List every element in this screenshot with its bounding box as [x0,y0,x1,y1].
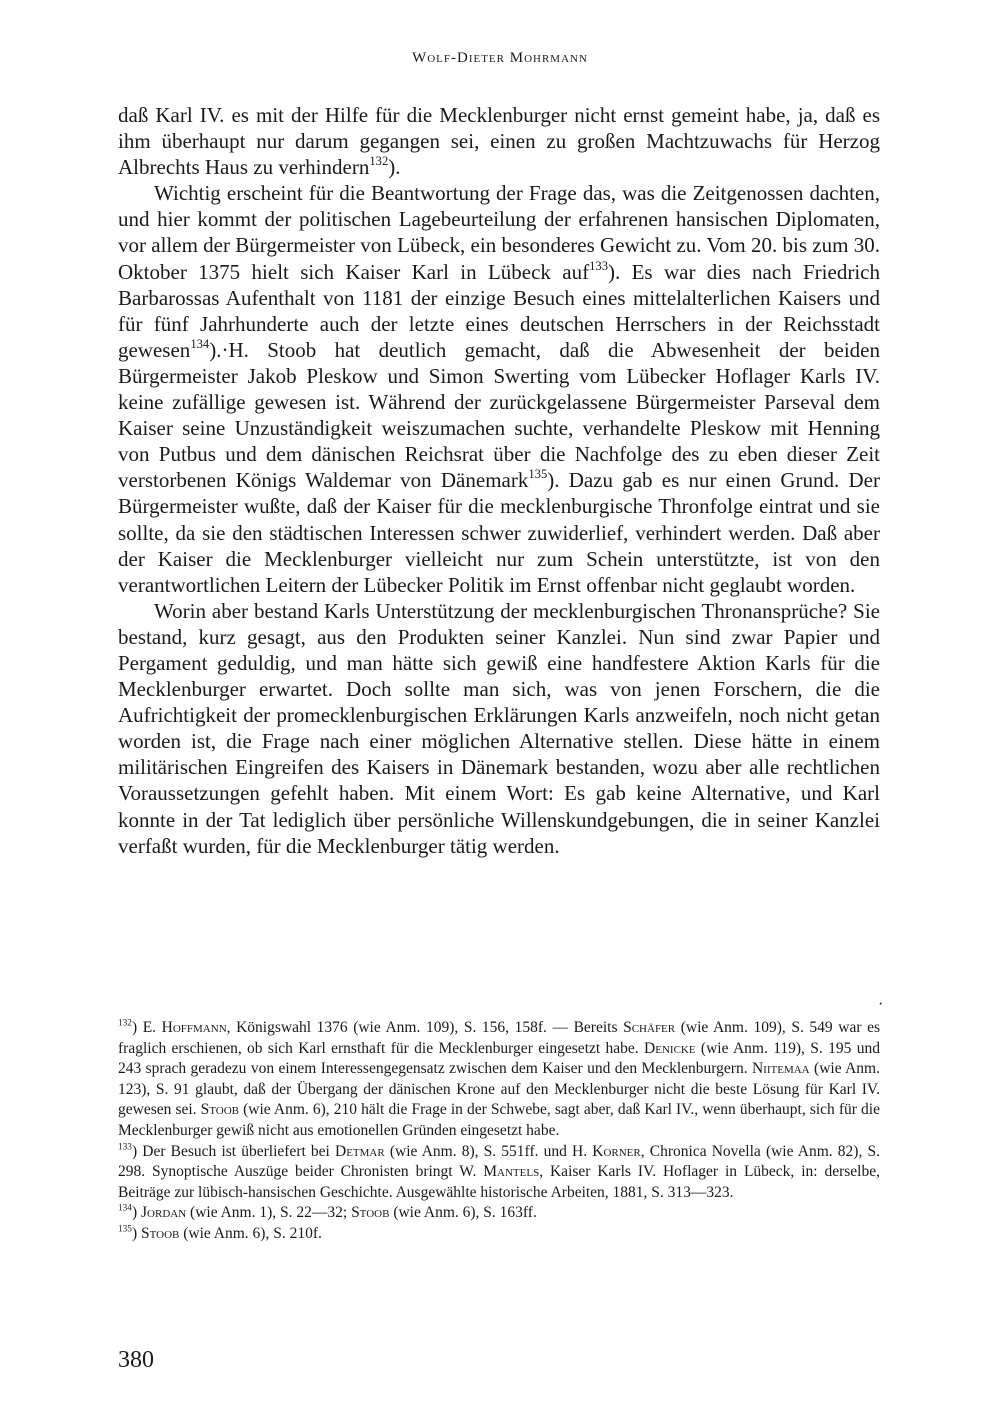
footnote-paren: ) [131,1204,138,1222]
footnote-number: 135 [118,1224,132,1235]
footnote-text: , Kaiser Karls IV. Hoflager in Lübeck, in: derselbe, Beiträge zur lübisch-hansischen Geschichte. Ausgewählte historische Arbeiten, 1881, S. 313—323. [118,1163,880,1201]
paragraph-1 [118,102,880,180]
footnote-134 [118,1203,880,1224]
footnote-text: (wie Anm. 123), S. 91 glaubt, daß der Übergang der dänischen Krone auf den Mecklenburger nicht die beste Lösung für Karl IV. gewesen sei. [118,1060,880,1119]
footnote-number: 133 [118,1142,132,1153]
footnote-number: 132 [118,1018,132,1029]
author-name: Stoob [141,1224,180,1242]
text-segment: ). Es war dies nach Friedrich Barbarossas Aufenthalt von 1181 der einzige Besuch eines mittelalterlichen Kaisers und für fünf Jahrhunderte auch der letzte eines deutschen Herrschers in der Reichsstadt gewesen [118,259,880,362]
footnote-ref-134[interactable]: 134 [190,337,210,352]
footnote-text: Der Besuch ist überliefert bei [142,1142,336,1160]
page-number: 380 [118,1347,154,1373]
author-name: Korner [592,1142,641,1160]
author-name: Detmar [335,1142,385,1160]
footnote-132 [118,1018,880,1142]
footnote-text: (wie Anm. 1), S. 22—32; [186,1204,352,1222]
footnote-text: (wie Anm. 6), S. 210f. [179,1224,322,1242]
footnote-text: (wie Anm. 109), S. 549 war es fraglich erschienen, ob sich Karl ernsthaft für die Mecklenburger eingesetzt habe. [118,1019,880,1057]
author-name: Jordan [141,1204,187,1222]
footnote-number: 134 [118,1203,132,1214]
author-name: Mantels [483,1163,540,1181]
footnote-paren: ) [131,1142,138,1160]
text-segment: ). Dazu gab es nur einen Grund. Der Bürgermeister wußte, daß der Kaiser für die mecklenburgische Thronfolge eintrat und sie sollte, da sie den städtischen Interessen schwer zuwiderlief, verhindert werden. Daß aber der Kaiser die Mecklenburger vielleicht nur zum Schein unterstützte, ist von den verantwortlichen Leitern der Lübecker Politik im Ernst offenbar nicht geglaubt worden. [118,468,880,597]
footnote-text: , Königswahl 1376 (wie Anm. 109), S. 156, 158f. — Bereits [226,1019,624,1036]
running-head: Wolf-Dieter Mohrmann [412,50,588,66]
footnote-135 [118,1224,880,1245]
footnote-ref-135[interactable]: 135 [528,467,548,482]
main-text [118,102,880,859]
footnote-paren: ) [131,1019,138,1036]
footnote-text: (wie Anm. 6), S. 163ff. [389,1204,537,1222]
author-name: Schäfer [623,1019,676,1036]
author-name: Stoob [200,1101,240,1119]
footnotes [118,1018,880,1245]
text-segment: ). [388,155,401,180]
footnote-text: (wie Anm. 119), S. 195 und 243 sprach geradezu von einem Interessengegensatz zwischen dem Kaiser und den Mecklenburgern. [118,1039,880,1078]
footnote-text: , Chronica Novella (wie Anm. 82), S. 298. Synoptische Auszüge beider Chronisten bringt W. [118,1142,880,1181]
footnote-ref-133[interactable]: 133 [589,258,608,273]
text-segment: Wichtig erscheint für die Beantwortung der Frage das, was die Zeitgenossen dachten, und hier kommt der politischen Lagebeurteilung der erfahrenen hansischen Diplomaten, vor allem der Bürgermeister von Lübeck, ein besonderes Gewicht zu. Vom 20. bis zum 30. Oktober 1375 hielt sich Kaiser Karl in Lübeck auf [118,181,880,284]
author-name: E. Hoffmann [142,1019,227,1036]
print-speck: · [878,996,884,1013]
author-name: Denicke [644,1039,696,1057]
footnote-text: (wie Anm. 6), 210 hält die Frage in der Schwebe, sagt aber, daß Karl IV., wenn überhaupt, sich für die Mecklenburger gewiß nicht aus emotionellen Gründen eingesetzt habe. [118,1101,880,1139]
author-name: Stoob [351,1204,390,1222]
footnote-133 [118,1142,880,1204]
author-name: Niitemaa [751,1060,810,1078]
footnote-paren: ) [131,1224,138,1242]
footnote-text: (wie Anm. 8), S. 551ff. und H. [384,1142,593,1160]
paragraph-2 [118,180,880,598]
footnote-ref-132[interactable]: 132 [369,154,389,169]
text-segment: daß Karl IV. es mit der Hilfe für die Mecklenburger nicht ernst gemeint habe, ja, daß es ihm überhaupt nur darum gegangen sei, einen zu großen Machtzuwachs für Herzog Albrechts Haus zu verhindern [118,103,880,180]
text-segment: ).·H. Stoob hat deutlich gemacht, daß die Abwesenheit der beiden Bürgermeister Jakob Pleskow und Simon Swerting vom Lübecker Hoflager Karls IV. keine zufällige gewesen ist. Während der zurückgelassene Bürgermeister Parseval dem Kaiser seine Unzuständigkeit weiszumachen suchte, verhandelte Pleskow mit Henning von Putbus und dem dänischen Reichsrat über die Nachfolge des zu eben dieser Zeit verstorbenen Königs Waldemar von Dänemark [118,337,880,493]
paragraph-3: Worin aber bestand Karls Unterstützung der mecklenburgischen Thronansprüche? Sie bestand, kurz gesagt, aus den Produkten seiner Kanzlei. Nun sind zwar Papier und Pergament geduldig, und man hätte sich gewiß eine handfestere Aktion Karls für die Mecklenburger erwartet. Doch sollte man sich, was von jenen Forschern, die die Aufrichtigkeit der promecklenburgischen Erklärungen Karls anzweifeln, noch nicht getan worden ist, die Frage nach einer möglichen Alternative stellen. Diese hätte in einem militärischen Eingreifen des Kaisers in Dänemark bestanden, wozu aber alle rechtlichen Voraussetzungen gefehlt haben. Mit einem Wort: Es gab keine Alternative, und Karl konnte in der Tat lediglich über persönliche Willenskundgebungen, die in seiner Kanzlei verfaßt wurden, für die Mecklenburger tätig werden. [118,598,880,858]
